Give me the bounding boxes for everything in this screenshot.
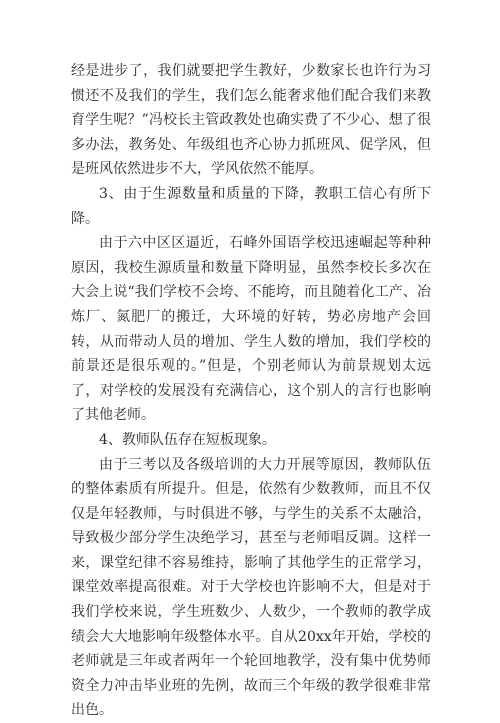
document-body — [71, 59, 431, 723]
paragraph-teacher-weakness: 由于三考以及各级培训的大力开展等原因，教师队伍的整体素质有所提升。但是，依然有少数教师，而且不仅仅是年轻教师，与时俱进不够，与学生的关系不太融洽，导致极少部分学生决绝学习，甚至与老师唱反调。这样一来，课堂纪律不容易维持，影响了其他学生的正常学习，课堂效率提高很难。对于大学校也许影响不大，但是对于我们学校来说，学生班数少、人数少，一个教师的教学成绩会大大地影响年级整体水平。自从20xx年开始，学校的老师就是三年或者两年一个轮回地教学，没有集中优势师资全力冲击毕业班的先例，故而三个年级的教学很难非常出色。 — [71, 453, 431, 723]
paragraph-enrollment-decline: 由于六中区区逼近，石峰外国语学校迅速崛起等种种原因，我校生源质量和数量下降明显，虽然李校长多次在大会上说“我们学校不会垮、不能垮，而且随着化工产、冶炼厂、氮肥厂的搬迁，大环境的好转，势必房地产会回转，从而带动人员的增加、学生人数的增加，我们学校的前景还是很乐观的。”但是，个别老师认为前景规划太远了，对学校的发展没有充满信心，这个别人的言行也影响了其他老师。 — [71, 231, 431, 428]
section-heading-3: 3、由于生源数量和质量的下降，教职工信心有所下降。 — [71, 182, 431, 231]
section-heading-4: 4、教师队伍存在短板现象。 — [71, 428, 431, 453]
paragraph-continuation: 经是进步了，我们就要把学生教好，少数家长也许行为习惯还不及我们的学生，我们怎么能奢求他们配合我们来教育学生呢？”冯校长主管政教处也确实费了不少心、想了很多办法，教务处、年级组也齐心协力抓班风、促学风，但是班风依然进步不大，学风依然不能厚。 — [71, 59, 431, 182]
